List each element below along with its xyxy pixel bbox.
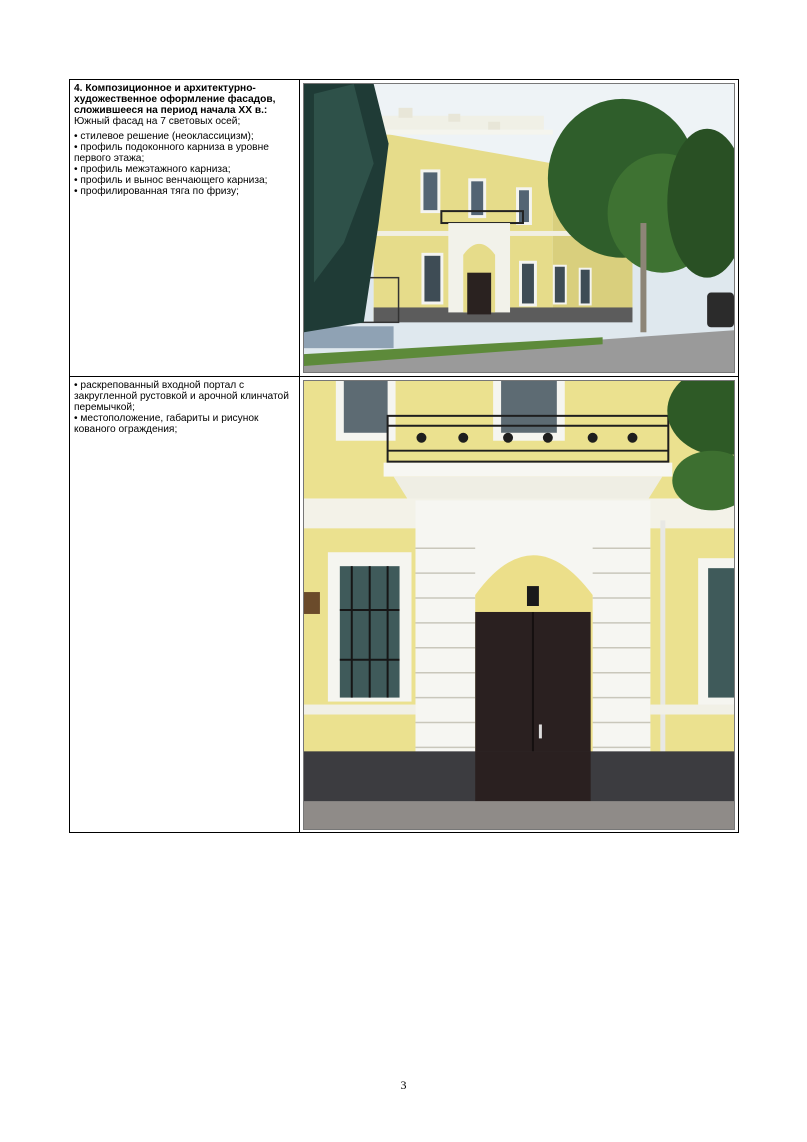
list-item: • профиль подоконного карниза в уровне первого этажа;: [74, 142, 269, 164]
section-heading: 4. Композиционное и архитектурно-художественное оформление фасадов, сложившееся на период начала XX в.:: [74, 83, 276, 116]
page-number: 3: [400, 1078, 407, 1092]
list-item: • профилированная тяга по фризу;: [74, 186, 239, 197]
row1-text-cell: [74, 83, 296, 197]
portal-photo: [303, 380, 735, 830]
list-item: • раскрепованный входной портал с закругленной рустовкой и арочной клинчатой перемычкой;: [74, 380, 289, 413]
row2-text-cell: [74, 380, 296, 435]
facade-photo: [303, 83, 735, 373]
list-item: • местоположение, габариты и рисунок кованого ограждения;: [74, 413, 259, 435]
row-divider: [70, 376, 738, 377]
facade-intro: Южный фасад на 7 световых осей;: [74, 116, 241, 127]
list-item: • профиль межэтажного карниза;: [74, 164, 231, 175]
column-divider: [299, 80, 300, 832]
content-table: [69, 79, 739, 833]
list-item: • профиль и вынос венчающего карниза;: [74, 175, 268, 186]
list-item: • стилевое решение (неоклассицизм);: [74, 131, 254, 142]
